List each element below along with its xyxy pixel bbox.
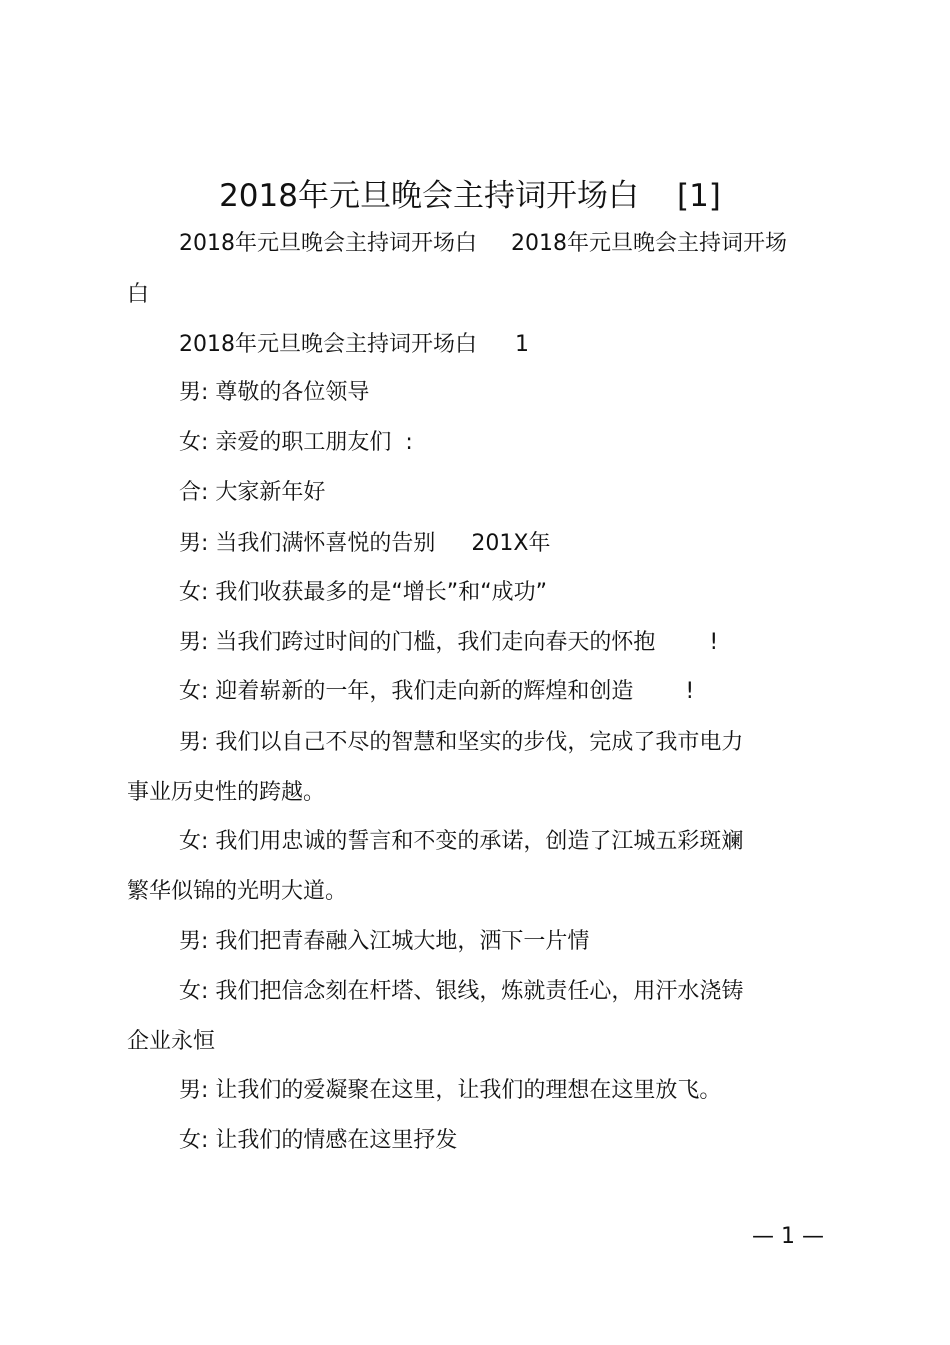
dialogue-line: 女: 我们把信念刻在杆塔、银线，炼就责任心，用汗水浇铸 bbox=[179, 979, 744, 1004]
title-text: 2018年元旦晚会主持词开场白 bbox=[219, 178, 639, 214]
dialogue-line: 男: 当我们跨过时间的门槛，我们走向春天的怀抱 ! bbox=[179, 630, 719, 655]
dialogue-line: 女: 让我们的情感在这里抒发 bbox=[179, 1128, 458, 1153]
section-heading-number: 1 bbox=[515, 332, 529, 357]
dialogue-line: 男: 我们把青春融入江城大地，洒下一片情 bbox=[179, 929, 590, 954]
dialogue-line: 女: 迎着崭新的一年，我们走向新的辉煌和创造 ! bbox=[179, 679, 695, 704]
dialogue-line: 男: 当我们满怀喜悦的告别 201X年 bbox=[179, 531, 551, 556]
document-title bbox=[0, 172, 940, 220]
dialogue-line: 男: 我们以自己不尽的智慧和坚实的步伐，完成了我市电力 bbox=[179, 730, 744, 755]
title-number: [1] bbox=[676, 178, 721, 214]
dialogue-line: 男: 让我们的爱凝聚在这里，让我们的理想在这里放飞。 bbox=[179, 1078, 722, 1103]
intro-line bbox=[179, 229, 787, 259]
dialogue-line: 女: 亲爱的职工朋友们 : bbox=[179, 430, 413, 455]
intro-text-a: 2018年元旦晚会主持词开场白 bbox=[179, 231, 477, 256]
dialogue-line: 女: 我们用忠诚的誓言和不变的承诺，创造了江城五彩斑斓 bbox=[179, 829, 744, 854]
dialogue-line-continued: 企业永恒 bbox=[127, 1029, 216, 1054]
dialogue-line: 合: 大家新年好 bbox=[179, 480, 326, 505]
section-heading bbox=[179, 330, 529, 360]
page-number: — 1 — bbox=[752, 1224, 824, 1249]
dialogue-line-continued: 事业历史性的跨越。 bbox=[127, 780, 326, 805]
dialogue-line: 男: 尊敬的各位领导 bbox=[179, 380, 370, 405]
section-heading-text: 2018年元旦晚会主持词开场白 bbox=[179, 332, 477, 357]
intro-text-b: 2018年元旦晚会主持词开场 bbox=[511, 231, 787, 256]
intro-line-continued: 白 bbox=[127, 282, 150, 307]
dialogue-line-continued: 繁华似锦的光明大道。 bbox=[127, 879, 348, 904]
dialogue-line: 女: 我们收获最多的是“增长”和“成功” bbox=[179, 580, 547, 605]
